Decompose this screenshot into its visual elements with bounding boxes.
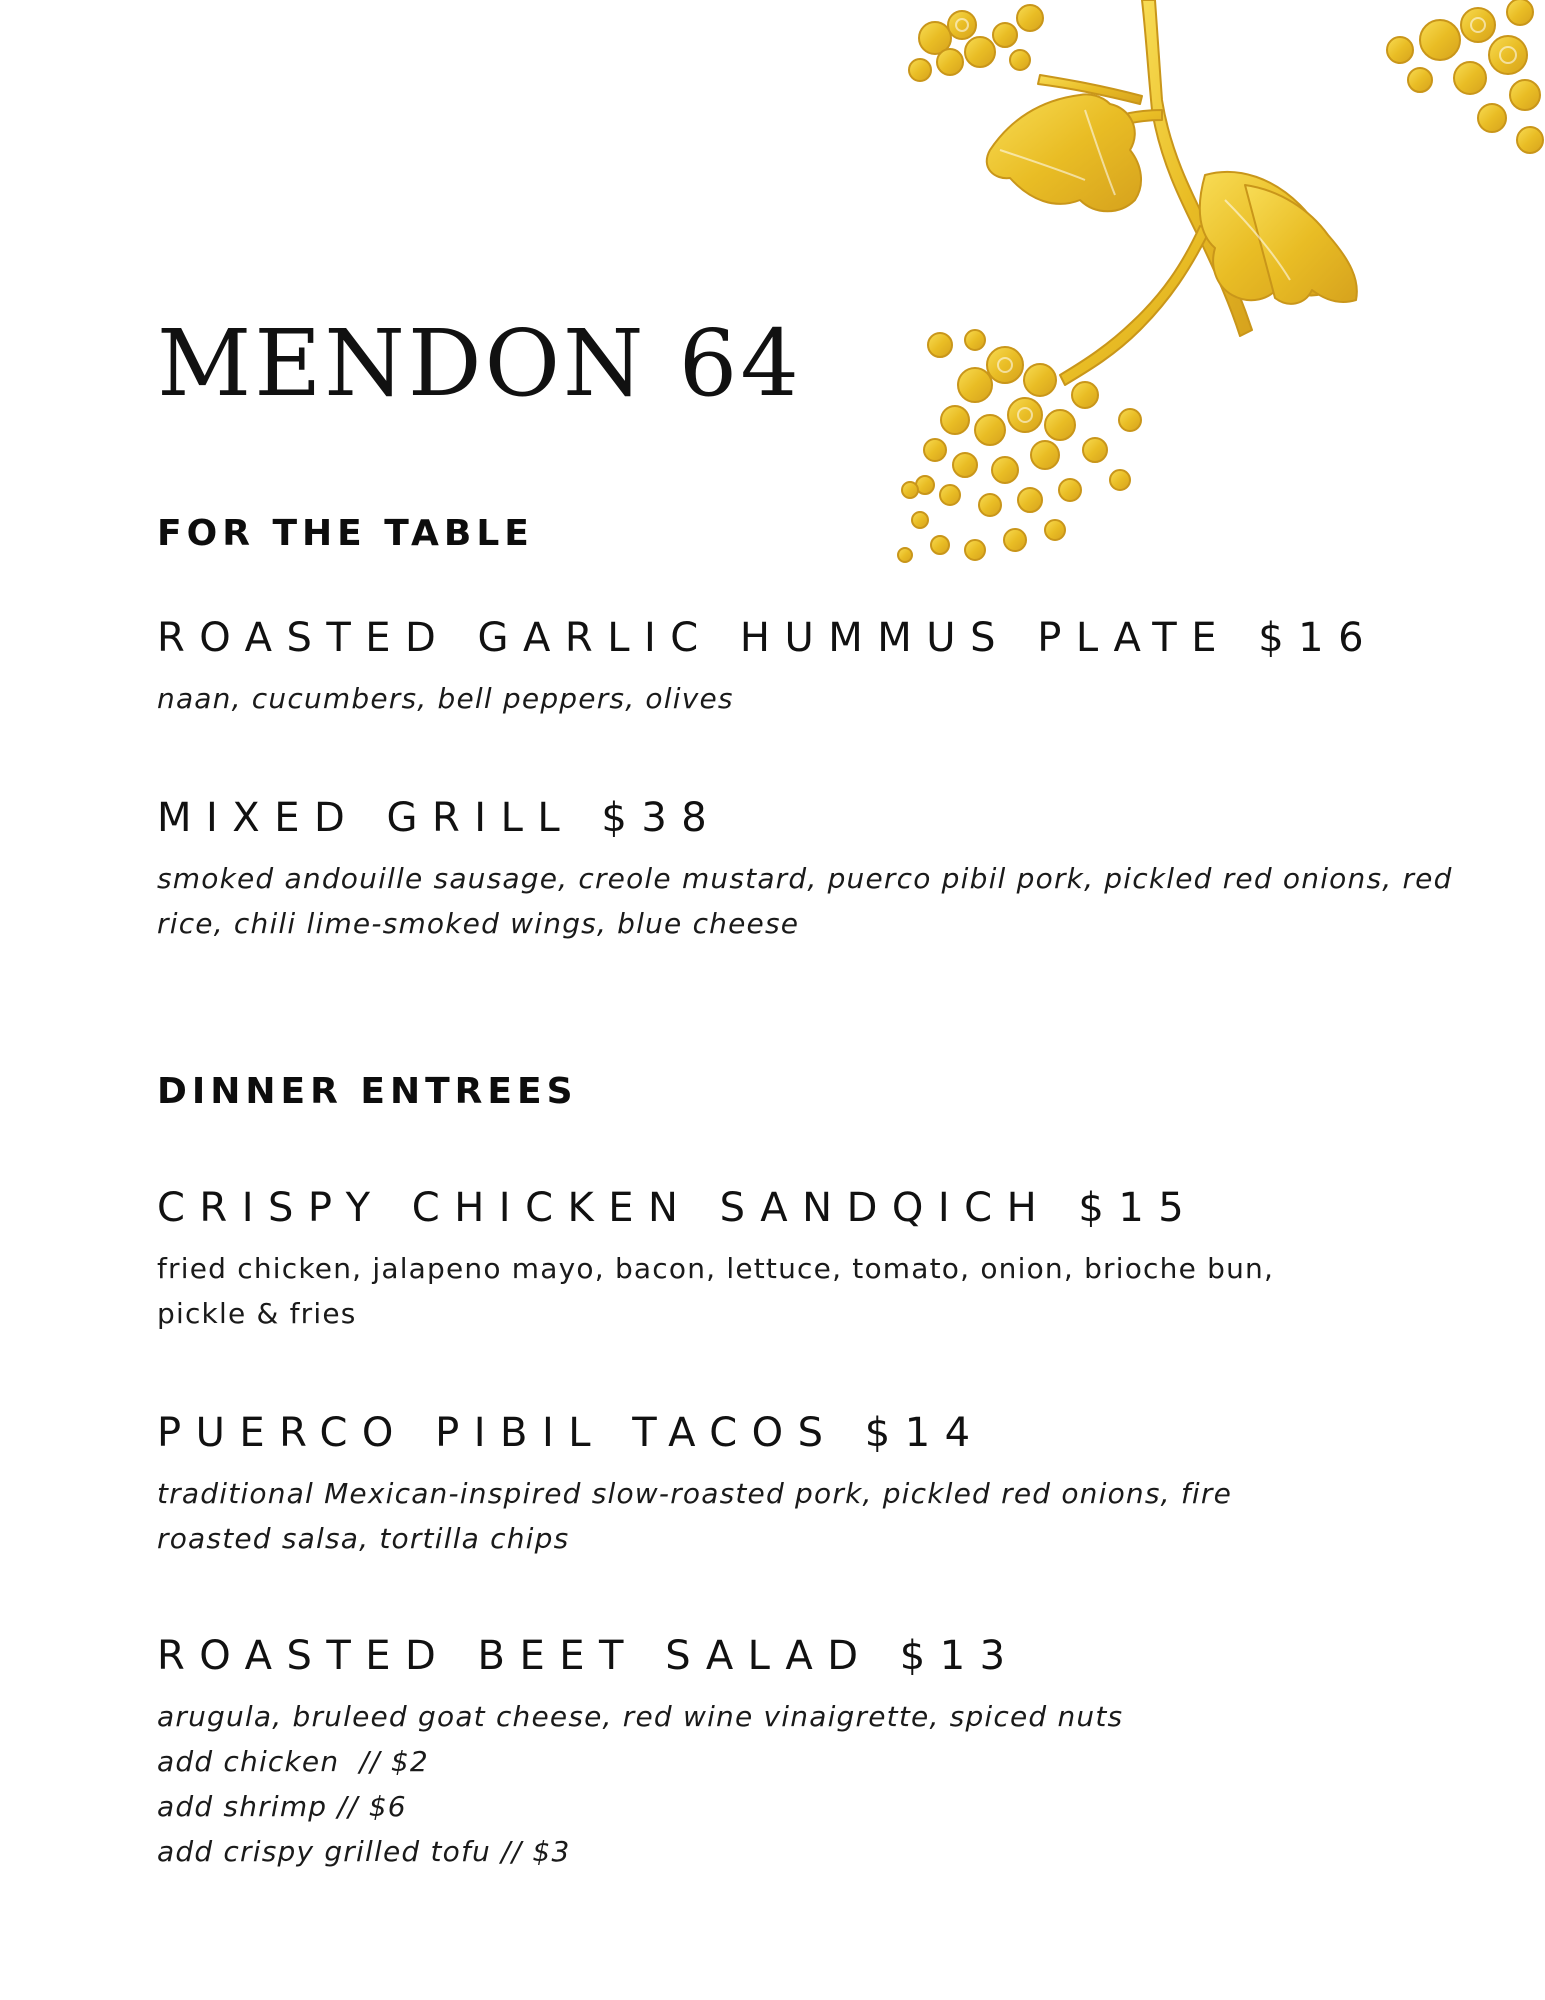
menu-item-name: PUERCO PIBIL TACOS $14	[157, 1410, 985, 1456]
menu-item-roasted-beet-salad	[157, 1633, 1487, 1874]
botanical-illustration	[880, 0, 1545, 590]
addon-shrimp: add shrimp // $6	[157, 1790, 407, 1823]
menu-title: MENDON 64	[157, 310, 802, 417]
menu-item-name: MIXED GRILL $38	[157, 795, 722, 841]
menu-item-description: naan, cucumbers, bell peppers, olives	[157, 682, 734, 715]
menu-item-description: arugula, bruleed goat cheese, red wine vinaigrette, spiced nuts	[157, 1700, 1124, 1733]
menu-item-description: fried chicken, jalapeno mayo, bacon, lettuce, tomato, onion, brioche bun, pickle & fries	[157, 1252, 1275, 1330]
menu-item-name: ROASTED BEET SALAD $13	[157, 1633, 1020, 1679]
section-heading-for-the-table: FOR THE TABLE	[157, 513, 534, 554]
addon-chicken: add chicken // $2	[157, 1745, 429, 1778]
menu-item-puerco-pibil-tacos	[157, 1410, 1337, 1561]
menu-item-name: CRISPY CHICKEN SANDQICH $15	[157, 1185, 1199, 1231]
menu-item-mixed-grill	[157, 795, 1487, 946]
section-heading-dinner-entrees: DINNER ENTREES	[157, 1071, 578, 1112]
addon-tofu: add crispy grilled tofu // $3	[157, 1835, 571, 1868]
menu-item-crispy-chicken-sandwich	[157, 1185, 1337, 1336]
menu-item-description: traditional Mexican-inspired slow-roasted pork, pickled red onions, fire roasted salsa, tortilla chips	[157, 1477, 1233, 1555]
menu-item-name: ROASTED GARLIC HUMMUS PLATE $16	[157, 615, 1379, 661]
menu-item-hummus-plate	[157, 615, 1487, 721]
menu-item-description: smoked andouille sausage, creole mustard, puerco pibil pork, pickled red onions, red rice, chili lime-smoked wings, blue cheese	[157, 862, 1453, 940]
